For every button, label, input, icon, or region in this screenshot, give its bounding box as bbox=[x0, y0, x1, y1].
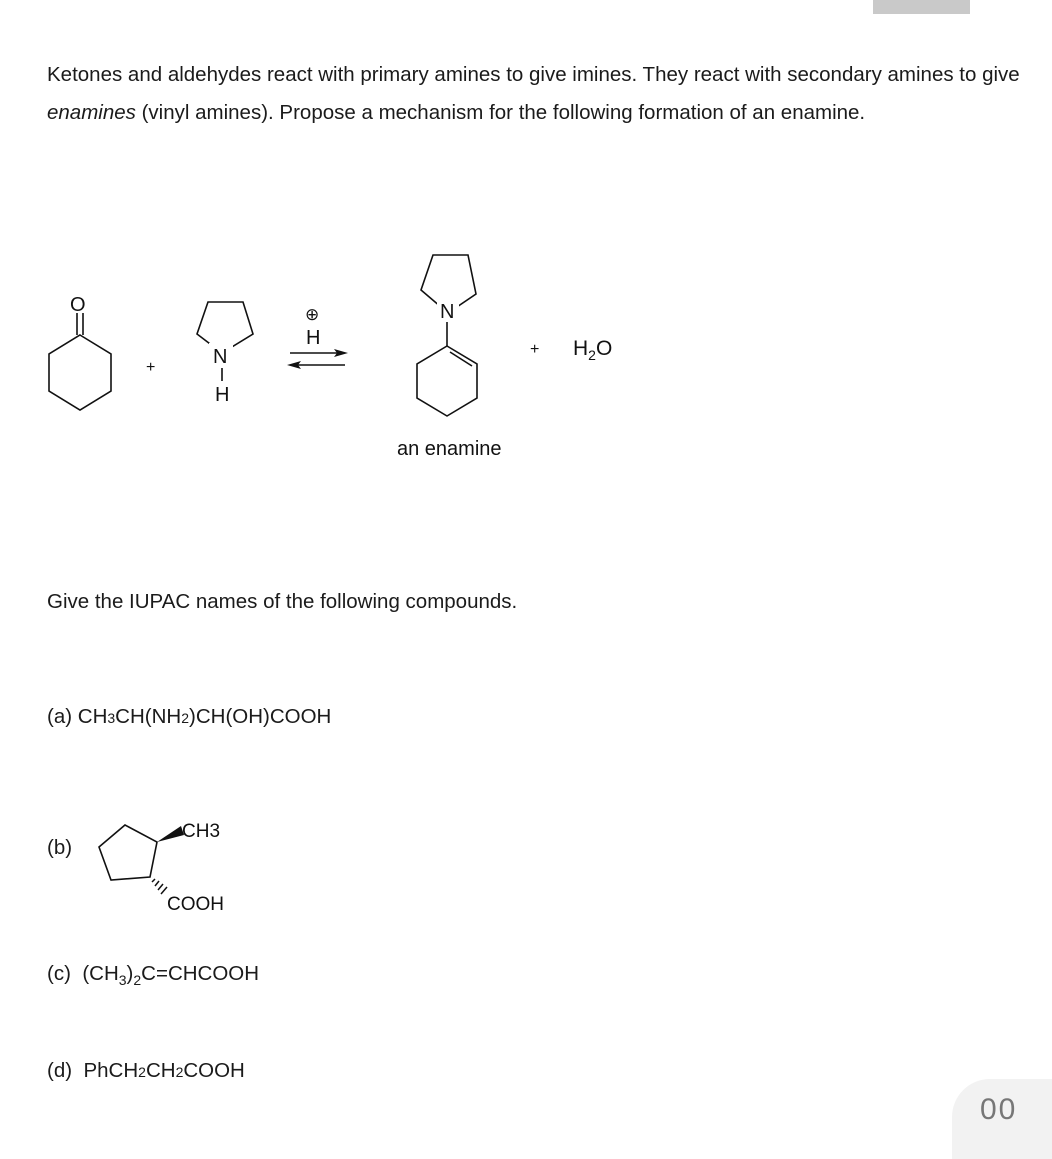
cyclohexanone-ring bbox=[49, 335, 111, 410]
wedge-bond bbox=[157, 826, 184, 842]
question-b-label: (b) bbox=[47, 836, 73, 859]
plus-sign-1: + bbox=[146, 359, 156, 376]
cyclopentane-ring bbox=[99, 825, 157, 880]
plus-sign-2: + bbox=[530, 341, 540, 358]
top-scrollbar-thumb[interactable] bbox=[873, 0, 970, 14]
reaction-scheme bbox=[0, 240, 700, 470]
question-c-label: (c) bbox=[47, 962, 71, 985]
enamine-nitrogen-label: N bbox=[440, 301, 455, 323]
amine-nitrogen-label: N bbox=[213, 346, 228, 368]
question-a-label: (a) bbox=[47, 705, 73, 728]
question-a bbox=[47, 705, 331, 729]
intro-text-part2: (vinyl amines). Propose a mechanism for the following formation of an enamine. bbox=[135, 101, 866, 124]
formula-c: $(CH_3)_2C=CHCOOH$ bbox=[82, 962, 260, 988]
intro-emphasis: enamines bbox=[47, 101, 136, 124]
question-d-label: (d) bbox=[47, 1059, 73, 1082]
page-badge[interactable] bbox=[952, 1079, 1052, 1159]
question-d bbox=[47, 1059, 245, 1083]
question-c bbox=[47, 962, 259, 986]
catalyst-hydrogen-label: H bbox=[306, 327, 321, 349]
carboxyl-label: COOH bbox=[167, 894, 224, 915]
methyl-label: CH3 bbox=[182, 821, 221, 842]
page-badge-text: 00 bbox=[980, 1093, 1018, 1126]
carbonyl-oxygen-label: O bbox=[70, 294, 86, 316]
amine-hydrogen-label: H bbox=[215, 384, 230, 406]
intro-text-part1: Ketones and aldehydes react with primary amines to give imines. They react with secondary amines to give bbox=[47, 63, 1020, 86]
cyclohexene-ring bbox=[417, 346, 477, 416]
formula-a: CH3CH(NH2)CH(OH)COOH bbox=[77, 705, 332, 728]
product-label: an enamine bbox=[397, 438, 502, 460]
structure-b bbox=[90, 810, 260, 920]
catalyst-charge: ⊕ bbox=[305, 305, 320, 324]
intro-paragraph bbox=[47, 56, 1027, 132]
formula-d: PhCH2CH2COOH bbox=[83, 1059, 245, 1082]
water-formula: $H_2O$ bbox=[573, 337, 613, 363]
iupac-heading: Give the IUPAC names of the following compounds. bbox=[47, 590, 518, 613]
hash-bond bbox=[152, 879, 167, 894]
